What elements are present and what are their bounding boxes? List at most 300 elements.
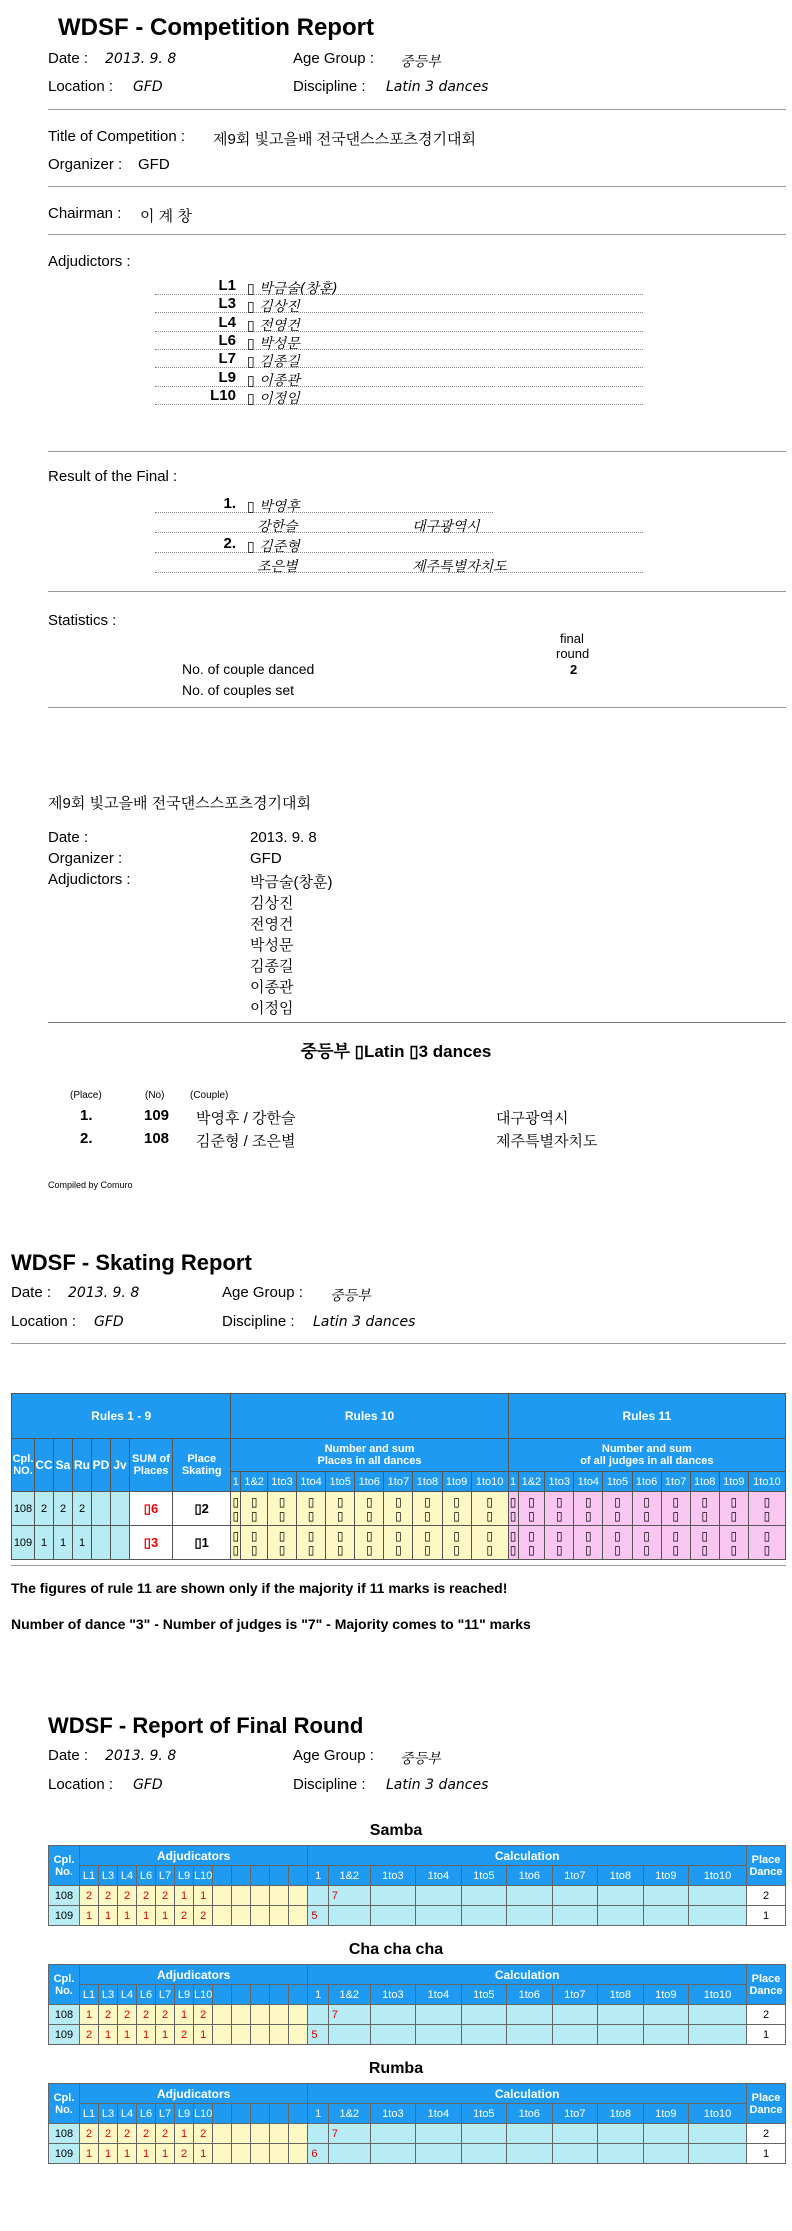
- fr-calc: [507, 1906, 552, 1926]
- fr-calc-col-head: 1to6: [507, 1866, 552, 1886]
- fr-calc-col-head: 1to8: [598, 1985, 643, 2005]
- fr-adj-col-head: [289, 1985, 308, 2005]
- fr-date-value: 2013. 9. 8: [105, 1748, 177, 1764]
- fr-mark: [232, 1906, 251, 1926]
- fr-calc: [461, 2025, 506, 2045]
- fr-age-label: Age Group :: [293, 1747, 374, 1764]
- divider: [48, 451, 786, 452]
- fr-calc-col-head: 1to7: [552, 2104, 597, 2124]
- fr-mark: 2: [80, 2025, 99, 2045]
- fr-adj-col-head: L9: [175, 2104, 194, 2124]
- fr-mark: 2: [137, 1886, 156, 1906]
- rule11-cell: ▯ ▯: [508, 1526, 518, 1560]
- fr-discipline-value: Latin 3 dances: [386, 1777, 489, 1793]
- rule11-cell: ▯ ▯: [545, 1526, 574, 1560]
- result-leader: ▯ 김준형: [247, 539, 300, 555]
- rule10-col-head: 1to10: [471, 1472, 508, 1492]
- summary-event-title: 중등부 ▯Latin ▯3 dances: [300, 1042, 492, 1061]
- fr-adj-head: Adjudicators: [80, 1965, 308, 1985]
- skating-sum: ▯3: [130, 1526, 173, 1560]
- result-row-line: [498, 554, 643, 573]
- result-row-line: [348, 494, 493, 513]
- summary-adjudicator-name: 박성문: [250, 937, 294, 954]
- fr-calc: [308, 1886, 329, 1906]
- organizer-value: GFD: [138, 156, 170, 173]
- fr-calc: [552, 2005, 597, 2025]
- rule11-cell: ▯ ▯: [603, 1492, 632, 1526]
- fr-calc: [598, 1906, 643, 1926]
- fr-adj-col-head: [232, 1866, 251, 1886]
- fr-row: [49, 1886, 786, 1906]
- fr-mark: 2: [194, 2005, 213, 2025]
- summary-no: 109: [144, 1107, 170, 1124]
- rules-10-head: Rules 10: [231, 1394, 508, 1439]
- skating-row: [12, 1492, 786, 1526]
- chairman-value: 이 계 창: [140, 208, 192, 225]
- fr-mark: [232, 2144, 251, 2164]
- rule10-cell: ▯ ▯: [413, 1526, 442, 1560]
- fr-adj-col-head: [270, 2104, 289, 2124]
- fr-calc: [598, 2144, 643, 2164]
- rules-11-subhead: Number and sum of all judges in all dances: [508, 1439, 785, 1472]
- fr-calc: [416, 2005, 461, 2025]
- fr-calc: 7: [328, 1886, 370, 1906]
- skating-dance-place: [92, 1526, 111, 1560]
- rule10-cell: ▯ ▯: [355, 1526, 384, 1560]
- rule11-col-head: 1to7: [661, 1472, 690, 1492]
- dance-table: [48, 1845, 786, 1926]
- skating-dance-place: [111, 1526, 130, 1560]
- rule10-cell: ▯ ▯: [267, 1492, 296, 1526]
- summary-adjudicator-name: 이정임: [250, 1000, 294, 1017]
- fr-calc: [643, 1906, 688, 1926]
- rule11-cell: ▯ ▯: [518, 1492, 545, 1526]
- fr-mark: 2: [99, 2124, 118, 2144]
- dance-col-head: CC: [35, 1439, 54, 1492]
- adjudicators-label: Adjudictors :: [48, 253, 131, 270]
- fr-calc-head: Calculation: [308, 2084, 747, 2104]
- fr-calc: [689, 2144, 747, 2164]
- skating-row: [12, 1526, 786, 1560]
- rule11-cell: ▯ ▯: [632, 1492, 661, 1526]
- result-row-line: [348, 534, 493, 553]
- fr-place-head: Place Dance: [747, 1846, 786, 1886]
- adjudicator-code: L10: [210, 386, 236, 404]
- fr-calc: [643, 2144, 688, 2164]
- result-place: 2.: [223, 535, 236, 552]
- fr-adj-col-head: L7: [156, 1985, 175, 2005]
- result-follower: 조은별: [257, 559, 298, 575]
- rule11-cell: ▯ ▯: [632, 1526, 661, 1560]
- fr-mark: [213, 2124, 232, 2144]
- fr-calc-col-head: 1to3: [370, 1866, 415, 1886]
- skating-sum: ▯6: [130, 1492, 173, 1526]
- date-value: 2013. 9. 8: [105, 51, 177, 67]
- fr-calc: [370, 1886, 415, 1906]
- summary-adjudicator-name: 전영건: [250, 916, 294, 933]
- skating-dance-place: 2: [73, 1492, 92, 1526]
- fr-location-value: GFD: [133, 1777, 163, 1793]
- fr-mark: 1: [156, 2025, 175, 2045]
- fr-mark: 2: [194, 2124, 213, 2144]
- fr-mark: 1: [80, 2144, 99, 2164]
- fr-mark: [251, 2124, 270, 2144]
- result-row-line: [155, 514, 345, 533]
- rule10-col-head: 1to3: [267, 1472, 296, 1492]
- skating-age-label: Age Group :: [222, 1284, 303, 1301]
- result-follower: 강한슬: [257, 519, 298, 535]
- summary-adjudicator-name: 이종관: [250, 979, 294, 996]
- dance-title: Samba: [369, 1822, 423, 1839]
- fr-mark: [251, 2025, 270, 2045]
- fr-calc: [416, 1886, 461, 1906]
- fr-mark: 2: [118, 2005, 137, 2025]
- fr-adj-col-head: L4: [118, 1985, 137, 2005]
- stats-couples-danced-value: 2: [570, 662, 578, 677]
- fr-place-head: Place Dance: [747, 1965, 786, 2005]
- date-label: Date :: [48, 50, 89, 67]
- fr-mark: [289, 1886, 308, 1906]
- dance-col-head: Ru: [73, 1439, 92, 1492]
- divider: [48, 1022, 786, 1023]
- fr-calc-col-head: 1to8: [598, 1866, 643, 1886]
- fr-adj-col-head: L6: [137, 1866, 156, 1886]
- rule11-cell: ▯ ▯: [690, 1526, 719, 1560]
- fr-calc: [370, 2005, 415, 2025]
- fr-place-head: Place Dance: [747, 2084, 786, 2124]
- fr-calc-col-head: 1: [308, 2104, 329, 2124]
- fr-mark: 2: [99, 2005, 118, 2025]
- rule11-cell: ▯ ▯: [719, 1526, 748, 1560]
- adjudicator-row-line: [498, 349, 643, 368]
- fr-calc-col-head: 1to7: [552, 1985, 597, 2005]
- fr-calc-col-head: 1to4: [416, 1866, 461, 1886]
- fr-age-value: 중등부: [400, 1751, 441, 1767]
- rule10-cell: ▯ ▯: [231, 1492, 241, 1526]
- fr-calc-col-head: 1to3: [370, 1985, 415, 2005]
- fr-mark: 1: [175, 2124, 194, 2144]
- divider: [11, 1343, 786, 1344]
- dance-table: [48, 2083, 786, 2164]
- fr-mark: [270, 2025, 289, 2045]
- col-couple-head: (Couple): [190, 1090, 229, 1101]
- fr-mark: 1: [194, 1886, 213, 1906]
- adjudicator-code: L9: [218, 368, 236, 386]
- fr-location-label: Location :: [48, 1776, 114, 1793]
- fr-calc: [507, 2005, 552, 2025]
- fr-discipline-label: Discipline :: [293, 1776, 366, 1793]
- fr-calc-col-head: 1to8: [598, 2104, 643, 2124]
- fr-mark: [270, 2005, 289, 2025]
- rule10-cell: ▯ ▯: [326, 1492, 355, 1526]
- rule11-cell: ▯ ▯: [574, 1492, 603, 1526]
- result-row-line: [498, 514, 643, 533]
- adjudicator-name: ▯ 김상진: [247, 299, 300, 316]
- fr-mark: [232, 1886, 251, 1906]
- fr-calc: [552, 1906, 597, 1926]
- result-leader: ▯ 박영후: [247, 499, 300, 515]
- fr-calc: [461, 1886, 506, 1906]
- rule10-col-head: 1to4: [297, 1472, 326, 1492]
- fr-mark: 1: [156, 2144, 175, 2164]
- rule11-cell: ▯ ▯: [748, 1492, 785, 1526]
- fr-mark: 2: [80, 1886, 99, 1906]
- skating-place: ▯2: [173, 1492, 231, 1526]
- fr-mark: 2: [99, 1886, 118, 1906]
- fr-calc-col-head: 1to10: [689, 1985, 747, 2005]
- rule10-cell: ▯ ▯: [297, 1492, 326, 1526]
- summary-region: 제주특별자치도: [496, 1133, 598, 1150]
- rules-11-head: Rules 11: [508, 1394, 785, 1439]
- fr-calc: [689, 2005, 747, 2025]
- rule10-cell: ▯ ▯: [471, 1492, 508, 1526]
- fr-calc-col-head: 1&2: [328, 1866, 370, 1886]
- fr-calc-col-head: 1to4: [416, 1985, 461, 2005]
- fr-calc: [416, 2144, 461, 2164]
- fr-calc: [507, 1886, 552, 1906]
- fr-adj-col-head: L7: [156, 1866, 175, 1886]
- discipline-label: Discipline :: [293, 78, 366, 95]
- adjudicator-name: ▯ 전영건: [247, 317, 300, 334]
- skating-cpl: 108: [12, 1492, 35, 1526]
- dance-title: Rumba: [368, 2060, 424, 2077]
- fr-mark: 1: [80, 1906, 99, 1926]
- fr-mark: [232, 2005, 251, 2025]
- fr-mark: 2: [175, 2144, 194, 2164]
- fr-calc: [328, 1906, 370, 1926]
- fr-place: 1: [747, 2025, 786, 2045]
- skating-place: ▯1: [173, 1526, 231, 1560]
- fr-calc-col-head: 1to5: [461, 2104, 506, 2124]
- summary-adjudicator-name: 김종길: [250, 958, 294, 975]
- fr-calc: [328, 2144, 370, 2164]
- fr-calc: [370, 2144, 415, 2164]
- dance-col-head: Sa: [54, 1439, 73, 1492]
- adjudicator-code: L7: [218, 350, 236, 368]
- col-place-head: (Place): [70, 1090, 102, 1101]
- rule10-cell: ▯ ▯: [297, 1526, 326, 1560]
- fr-calc-col-head: 1to6: [507, 1985, 552, 2005]
- summary-date-value: 2013. 9. 8: [250, 829, 317, 846]
- rule11-col-head: 1to5: [603, 1472, 632, 1492]
- summary-region: 대구광역시: [496, 1110, 569, 1127]
- rule11-col-head: 1to8: [690, 1472, 719, 1492]
- fr-adj-col-head: [251, 2104, 270, 2124]
- dance-col-head: PD: [92, 1439, 111, 1492]
- skating-note-2: Number of dance "3" - Number of judges is "7" - Majority comes to "11" marks: [11, 1616, 531, 1632]
- fr-mark: 1: [99, 2025, 118, 2045]
- summary-organizer-value: GFD: [250, 850, 282, 867]
- skating-dance-place: [111, 1492, 130, 1526]
- rule11-cell: ▯ ▯: [690, 1492, 719, 1526]
- skating-dance-place: [92, 1492, 111, 1526]
- fr-adj-col-head: L3: [99, 2104, 118, 2124]
- fr-calc: 5: [308, 2025, 329, 2045]
- fr-mark: [213, 1886, 232, 1906]
- rule10-cell: ▯ ▯: [442, 1492, 471, 1526]
- dance-table: [48, 1964, 786, 2045]
- fr-mark: 1: [137, 1906, 156, 1926]
- fr-adj-col-head: L4: [118, 2104, 137, 2124]
- rule11-cell: ▯ ▯: [518, 1526, 545, 1560]
- fr-adj-col-head: L3: [99, 1866, 118, 1886]
- stats-col-head-final: final: [560, 631, 584, 646]
- fr-mark: [232, 2025, 251, 2045]
- dance-col-head: Jv: [111, 1439, 130, 1492]
- fr-calc: [598, 2124, 643, 2144]
- fr-calc: [552, 1886, 597, 1906]
- fr-mark: 2: [137, 2005, 156, 2025]
- fr-mark: [289, 2025, 308, 2045]
- divider: [48, 234, 786, 235]
- organizer-label: Organizer :: [48, 156, 123, 173]
- fr-calc-col-head: 1to5: [461, 1866, 506, 1886]
- rule11-cell: ▯ ▯: [719, 1492, 748, 1526]
- fr-calc-col-head: 1to5: [461, 1985, 506, 2005]
- rule10-cell: ▯ ▯: [241, 1492, 268, 1526]
- fr-cpl: 109: [49, 2025, 80, 2045]
- fr-calc: [689, 1906, 747, 1926]
- skating-table: [11, 1393, 786, 1560]
- fr-adj-col-head: L10: [194, 1985, 213, 2005]
- adjudicator-name: ▯ 이종관: [247, 372, 300, 389]
- fr-row: [49, 2005, 786, 2025]
- fr-calc: [308, 2005, 329, 2025]
- summary-adjudicator-name: 김상진: [250, 895, 294, 912]
- result-region: 대구광역시: [412, 519, 480, 535]
- fr-adj-col-head: L3: [99, 1985, 118, 2005]
- fr-calc: [552, 2124, 597, 2144]
- result-region: 제주특별자치도: [412, 559, 507, 575]
- fr-mark: 2: [118, 1886, 137, 1906]
- fr-calc: [689, 2124, 747, 2144]
- rule11-col-head: 1&2: [518, 1472, 545, 1492]
- rule11-col-head: 1to3: [545, 1472, 574, 1492]
- fr-calc: [461, 2144, 506, 2164]
- fr-mark: 2: [118, 2124, 137, 2144]
- report-title: WDSF - Competition Report: [58, 14, 374, 41]
- rule11-col-head: 1: [508, 1472, 518, 1492]
- fr-adj-col-head: L7: [156, 2104, 175, 2124]
- fr-mark: [251, 2005, 270, 2025]
- rule10-col-head: 1to6: [355, 1472, 384, 1492]
- rule11-cell: ▯ ▯: [508, 1492, 518, 1526]
- fr-adj-col-head: L9: [175, 1866, 194, 1886]
- statistics-label: Statistics :: [48, 612, 117, 629]
- fr-calc: [461, 2005, 506, 2025]
- fr-calc-col-head: 1to6: [507, 2104, 552, 2124]
- rule11-cell: ▯ ▯: [545, 1492, 574, 1526]
- fr-mark: 2: [175, 1906, 194, 1926]
- fr-mark: 2: [156, 2124, 175, 2144]
- fr-calc: [370, 1906, 415, 1926]
- rule10-cell: ▯ ▯: [471, 1526, 508, 1560]
- skating-cpl: 109: [12, 1526, 35, 1560]
- fr-mark: [213, 2005, 232, 2025]
- adjudicator-code: L1: [218, 277, 236, 294]
- fr-adj-col-head: [289, 2104, 308, 2124]
- rule10-col-head: 1to7: [384, 1472, 413, 1492]
- fr-mark: [213, 2144, 232, 2164]
- fr-calc-col-head: 1to3: [370, 2104, 415, 2124]
- sum-of-places-head: SUM of Places: [130, 1439, 173, 1492]
- fr-mark: 2: [137, 2124, 156, 2144]
- fr-mark: [270, 2144, 289, 2164]
- fr-mark: 1: [194, 2144, 213, 2164]
- fr-calc: [507, 2025, 552, 2045]
- fr-calc: [416, 1906, 461, 1926]
- age-group-label: Age Group :: [293, 50, 374, 67]
- fr-calc: [416, 2124, 461, 2144]
- summary-place: 1.: [80, 1107, 93, 1124]
- rule10-cell: ▯ ▯: [231, 1526, 241, 1560]
- fr-place: 2: [747, 1886, 786, 1906]
- fr-calc: [308, 2124, 329, 2144]
- fr-mark: 1: [99, 1906, 118, 1926]
- rule10-col-head: 1&2: [241, 1472, 268, 1492]
- skating-discipline-value: Latin 3 dances: [313, 1314, 416, 1330]
- rule11-col-head: 1to10: [748, 1472, 785, 1492]
- skating-dance-place: 1: [54, 1526, 73, 1560]
- fr-calc-col-head: 1to10: [689, 1866, 747, 1886]
- fr-calc: 5: [308, 1906, 329, 1926]
- col-no-head: (No): [145, 1090, 165, 1101]
- rule10-cell: ▯ ▯: [384, 1492, 413, 1526]
- fr-mark: 1: [137, 2025, 156, 2045]
- fr-calc-head: Calculation: [308, 1846, 747, 1866]
- fr-place: 2: [747, 2005, 786, 2025]
- skating-note-1: The figures of rule 11 are shown only if the majority if 11 marks is reached!: [11, 1580, 508, 1596]
- fr-calc: [416, 2025, 461, 2045]
- fr-calc-col-head: 1to7: [552, 1866, 597, 1886]
- fr-place: 2: [747, 2124, 786, 2144]
- age-group-value: 중등부: [400, 54, 441, 70]
- result-label: Result of the Final :: [48, 468, 178, 485]
- adjudicator-code: L6: [218, 331, 236, 349]
- adjudicator-name: ▯ 박성문: [247, 335, 300, 352]
- rule10-cell: ▯ ▯: [267, 1526, 296, 1560]
- fr-calc: 7: [328, 2005, 370, 2025]
- stats-couples-danced-label: No. of couple danced: [182, 661, 315, 677]
- rule10-cell: ▯ ▯: [326, 1526, 355, 1560]
- adjudicator-row-line: [498, 331, 643, 350]
- rule11-cell: ▯ ▯: [661, 1492, 690, 1526]
- skating-discipline-label: Discipline :: [222, 1313, 295, 1330]
- fr-adj-col-head: L10: [194, 2104, 213, 2124]
- dance-title: Cha cha cha: [348, 1941, 444, 1958]
- compiled-by: Compiled by Comuro: [48, 1180, 133, 1190]
- adjudicator-name: ▯ 이정임: [247, 390, 300, 407]
- fr-row: [49, 1906, 786, 1926]
- fr-calc: [643, 1886, 688, 1906]
- fr-cpl-head: Cpl. No.: [49, 1965, 80, 2005]
- fr-mark: 1: [156, 1906, 175, 1926]
- fr-adj-col-head: [270, 1985, 289, 2005]
- divider: [48, 591, 786, 592]
- adjudicator-name: ▯ 박금술(창훈): [247, 281, 338, 297]
- fr-mark: [251, 2144, 270, 2164]
- fr-adj-col-head: [251, 1866, 270, 1886]
- fr-calc-col-head: 1to9: [643, 2104, 688, 2124]
- fr-mark: [289, 2124, 308, 2144]
- fr-mark: [270, 1906, 289, 1926]
- location-label: Location :: [48, 78, 114, 95]
- location-value: GFD: [133, 79, 163, 95]
- fr-calc: [328, 2025, 370, 2045]
- final-round-title: WDSF - Report of Final Round: [48, 1713, 364, 1738]
- fr-calc-col-head: 1&2: [328, 1985, 370, 2005]
- summary-adjudicator-name: 박금술(창훈): [250, 874, 333, 891]
